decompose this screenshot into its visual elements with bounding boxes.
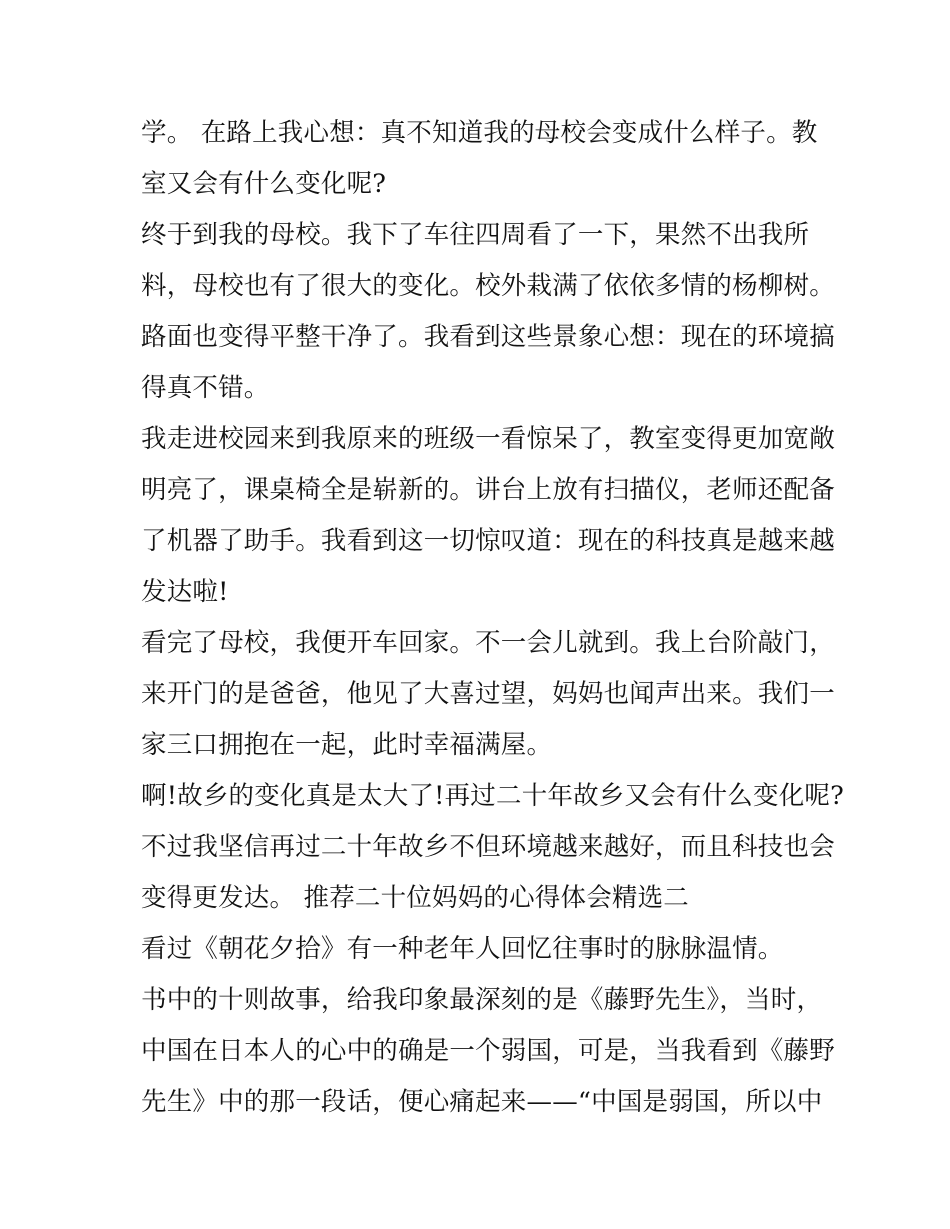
text-line: 得真不错。 (141, 373, 270, 403)
text-line: 来开门的是爸爸，他见了大喜过望，妈妈也闻声出来。我们一 (141, 679, 835, 709)
text-line: 路面也变得平整干净了。我看到这些景象心想：现在的环境搞 (141, 322, 835, 352)
text-line: 变得更发达。 推荐二十位妈妈的心得体会精选二 (141, 883, 690, 913)
text-line: 发达啦! (141, 577, 229, 607)
text-line: 中国在日本人的心中的确是一个弱国，可是，当我看到《藤野 (141, 1036, 835, 1066)
text-line: 看过《朝花夕拾》有一种老年人回忆往事时的脉脉温情。 (141, 934, 784, 964)
text-line: 料，母校也有了很大的变化。校外栽满了依依多情的杨柳树。 (141, 271, 835, 301)
text-line: 看完了母校，我便开车回家。不一会儿就到。我上台阶敲门， (141, 628, 835, 658)
text-line: 室又会有什么变化呢? (141, 169, 387, 199)
text-line: 不过我坚信再过二十年故乡不但环境越来越好，而且科技也会 (141, 832, 835, 862)
text-line: 了机器了助手。我看到这一切惊叹道：现在的科技真是越来越 (141, 526, 835, 556)
text-line: 先生》中的那一段话，便心痛起来——“中国是弱国，所以中 (141, 1087, 823, 1117)
text-line: 明亮了，课桌椅全是崭新的。讲台上放有扫描仪，老师还配备 (141, 475, 835, 505)
text-line: 终于到我的母校。我下了车往四周看了一下，果然不出我所 (141, 220, 810, 250)
text-line: 我走进校园来到我原来的班级一看惊呆了，教室变得更加宽敞 (141, 424, 835, 454)
document-body (141, 108, 844, 1128)
text-line: 学。 在路上我心想：真不知道我的母校会变成什么样子。教 (141, 118, 818, 148)
text-line: 啊!故乡的变化真是太大了!再过二十年故乡又会有什么变化呢? (141, 781, 844, 811)
text-line: 家三口拥抱在一起，此时幸福满屋。 (141, 730, 553, 760)
text-line: 书中的十则故事，给我印象最深刻的是《藤野先生》，当时， (141, 985, 823, 1015)
